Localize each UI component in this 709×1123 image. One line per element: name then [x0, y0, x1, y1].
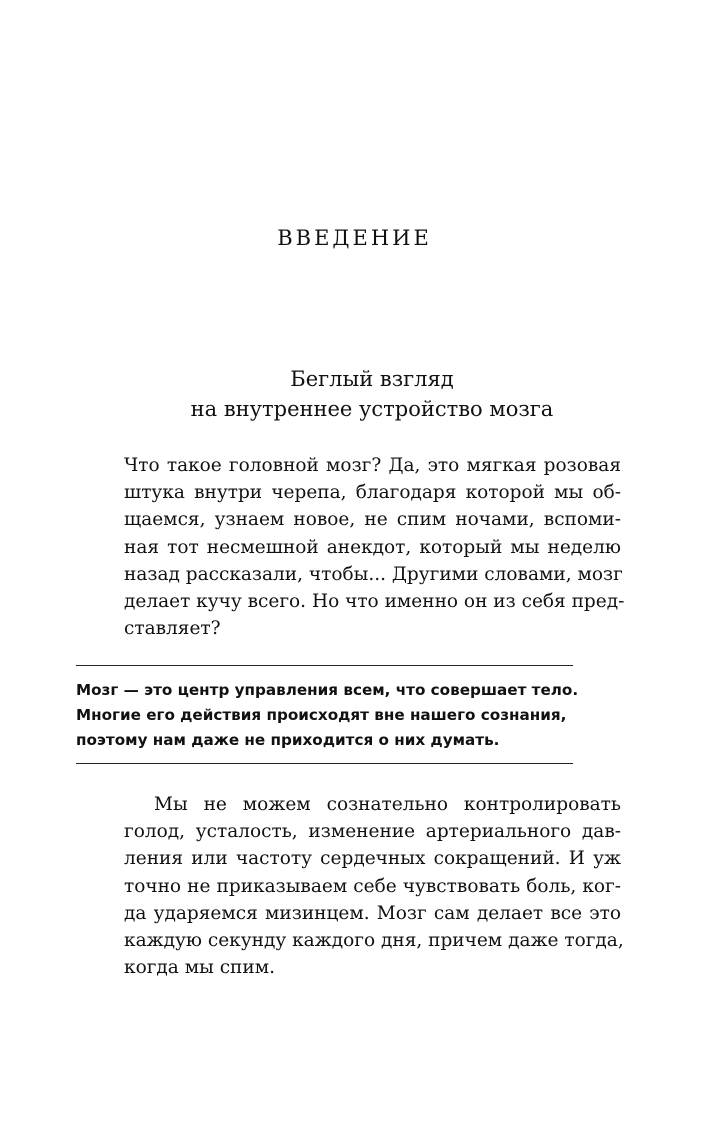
callout-line: Мозг — это центр управления всем, что совершает тело.: [76, 681, 579, 699]
callout-text: [76, 678, 579, 753]
section-title: [0, 364, 709, 424]
section-title-line-1: Беглый взгляд: [290, 367, 454, 391]
text-line: Что такое головной мозг? Да, это мягкая розовая: [124, 455, 621, 476]
chapter-title: ВВЕДЕНИЕ: [277, 226, 432, 250]
second-paragraph: [124, 791, 624, 981]
intro-paragraph: [124, 452, 625, 642]
callout-line: Многие его действия происходят вне нашего сознания,: [76, 706, 567, 724]
section-title-line-2: на внутреннее устройство мозга: [190, 397, 554, 421]
text-line: штука внутри черепа, благодаря которой мы об-: [124, 482, 621, 504]
text-line: точно не приказываем себе чувствовать боль, ког-: [124, 875, 621, 897]
text-line: когда мы спим.: [124, 957, 275, 979]
text-line: голод, усталость, изменение артериального дав-: [124, 821, 621, 843]
text-line: ная тот несмешной анекдот, который мы неделю: [124, 536, 621, 558]
callout-line: поэтому нам даже не приходится о них думать.: [76, 731, 500, 749]
text-line: да ударяемся мизинцем. Мозг сам делает все это: [124, 902, 621, 924]
text-line: щаемся, узнаем новое, не спим ночами, вспоми-: [124, 509, 621, 531]
text-line: каждую секунду каждого дня, причем даже тогда,: [124, 930, 624, 952]
text-line: ставляет?: [124, 618, 221, 640]
text-line: назад рассказали, чтобы... Другими словами, мозг: [124, 563, 623, 585]
callout-box: [76, 665, 579, 764]
text-line: делает кучу всего. Но что именно он из себя пред-: [124, 591, 625, 613]
text-line: ления или частоту сердечных сокращений. И уж: [124, 848, 621, 870]
text-line: Мы не можем сознательно контролировать: [154, 794, 621, 815]
